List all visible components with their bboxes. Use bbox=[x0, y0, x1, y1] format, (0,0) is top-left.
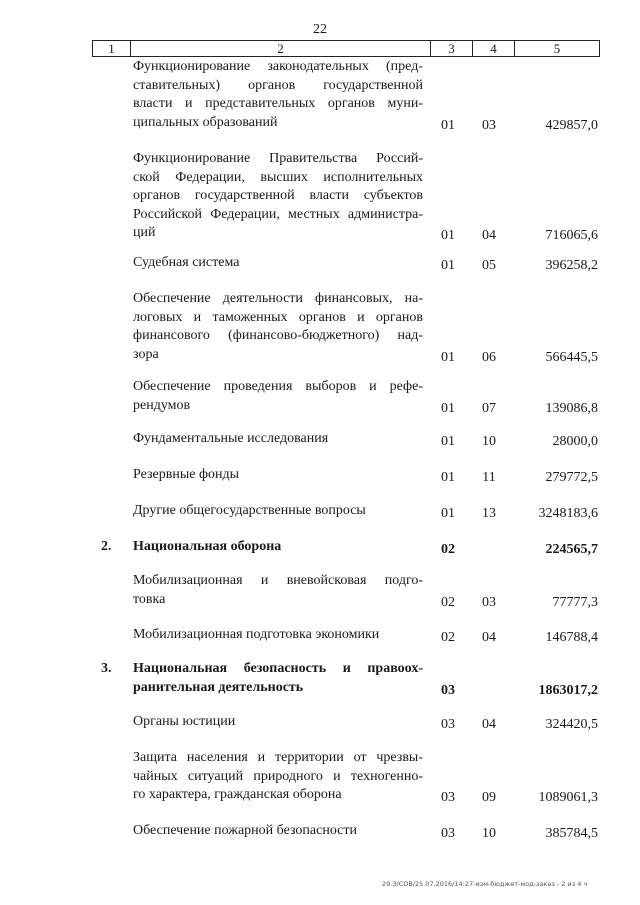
section-code: 03 bbox=[441, 717, 455, 732]
subsection-code: 13 bbox=[482, 506, 496, 521]
header-col-5: 5 bbox=[553, 41, 561, 56]
row-description bbox=[133, 749, 423, 805]
subsection-code: 10 bbox=[482, 434, 496, 449]
row-number: 2. bbox=[101, 539, 112, 554]
row-description bbox=[133, 150, 423, 243]
row-description bbox=[133, 572, 423, 609]
amount: 385784,5 bbox=[545, 826, 598, 841]
description-line: Органы юстиции bbox=[133, 714, 236, 729]
description-line: Защита населения и территории от чрезвы- bbox=[133, 750, 423, 765]
section-code: 02 bbox=[441, 630, 455, 645]
amount: 146788,4 bbox=[545, 630, 598, 645]
description-line: Мобилизационная подготовка экономики bbox=[133, 627, 380, 642]
amount: 3248183,6 bbox=[538, 506, 598, 521]
amount: 1863017,2 bbox=[538, 682, 598, 698]
description-line: товка bbox=[133, 591, 166, 607]
table-header bbox=[92, 40, 600, 57]
description-line: Российской Федерации, местных администра- bbox=[133, 206, 423, 222]
subsection-code: 04 bbox=[482, 717, 496, 732]
subsection-code: 03 bbox=[482, 117, 496, 133]
section-code: 01 bbox=[441, 434, 455, 449]
description-line: Обеспечение пожарной безопасности bbox=[133, 823, 358, 838]
row-description bbox=[133, 626, 423, 645]
section-code: 03 bbox=[441, 682, 455, 698]
amount: 716065,6 bbox=[545, 228, 598, 243]
description-line: рендумов bbox=[133, 397, 191, 413]
amount: 1089061,3 bbox=[538, 790, 598, 805]
description-line: ской Федерации, высших исполнительных bbox=[133, 169, 423, 185]
row-description bbox=[133, 466, 423, 485]
section-code: 02 bbox=[441, 594, 455, 610]
row-description bbox=[133, 538, 423, 557]
section-code: 01 bbox=[441, 470, 455, 485]
description-line: Обеспечение деятельности финансовых, на- bbox=[133, 291, 423, 306]
description-line: Национальная безопасность и правоох- bbox=[133, 661, 423, 676]
section-code: 01 bbox=[441, 349, 455, 365]
amount: 566445,5 bbox=[545, 349, 598, 365]
amount: 224565,7 bbox=[545, 542, 598, 557]
description-line: чайных ситуаций природного и техногенно- bbox=[133, 768, 423, 784]
description-line: Национальная оборона bbox=[133, 539, 282, 554]
subsection-code: 10 bbox=[482, 826, 496, 841]
row-description bbox=[133, 502, 423, 521]
page-number: 22 bbox=[313, 22, 327, 37]
row-description bbox=[133, 430, 423, 449]
amount: 28000,0 bbox=[552, 434, 598, 449]
section-code: 01 bbox=[441, 506, 455, 521]
row-description bbox=[133, 254, 423, 273]
description-line: Судебная система bbox=[133, 255, 240, 270]
amount: 77777,3 bbox=[552, 594, 598, 610]
description-line: го характера, гражданская оборона bbox=[133, 787, 342, 802]
row-description bbox=[133, 660, 423, 697]
section-code: 01 bbox=[441, 117, 455, 133]
header-col-3: 3 bbox=[431, 41, 473, 56]
row-number: 3. bbox=[101, 661, 112, 676]
description-line: ций bbox=[133, 225, 156, 240]
subsection-code: 11 bbox=[482, 470, 496, 485]
description-line: ставительных) органов государственной bbox=[133, 77, 423, 93]
row-description bbox=[133, 58, 423, 132]
description-line: ципальных образований bbox=[133, 114, 278, 130]
amount: 139086,8 bbox=[545, 400, 598, 416]
section-code: 03 bbox=[441, 826, 455, 841]
subsection-code: 05 bbox=[482, 258, 496, 273]
row-description bbox=[133, 290, 423, 364]
row-description bbox=[133, 713, 423, 732]
section-code: 02 bbox=[441, 542, 455, 557]
section-code: 01 bbox=[441, 400, 455, 416]
row-description bbox=[133, 378, 423, 415]
description-line: Другие общегосударственные вопросы bbox=[133, 503, 366, 518]
header-col-1: 1 bbox=[93, 41, 131, 56]
subsection-code: 06 bbox=[482, 349, 496, 365]
description-line: Мобилизационная и вневойсковая подго- bbox=[133, 573, 423, 588]
subsection-code: 04 bbox=[482, 228, 496, 243]
description-line: финансового (финансово-бюджетного) над- bbox=[133, 328, 423, 343]
description-line: власти и представительных органов муни- bbox=[133, 96, 423, 111]
section-code: 01 bbox=[441, 228, 455, 243]
row-description bbox=[133, 822, 423, 841]
description-line: Функционирование законодательных (пред- bbox=[133, 59, 423, 74]
description-line: органов государственной власти субъектов bbox=[133, 188, 423, 203]
description-line: Фундаментальные исследования bbox=[133, 431, 329, 446]
description-line: Обеспечение проведения выборов и рефе- bbox=[133, 379, 423, 394]
amount: 429857,0 bbox=[545, 117, 598, 133]
header-col-4: 4 bbox=[473, 41, 515, 56]
subsection-code: 09 bbox=[482, 790, 496, 805]
subsection-code: 07 bbox=[482, 400, 496, 416]
amount: 324420,5 bbox=[545, 717, 598, 732]
subsection-code: 03 bbox=[482, 594, 496, 610]
header-col-2: 2 bbox=[131, 41, 431, 56]
description-line: логовых и таможенных органов и органов bbox=[133, 309, 423, 325]
section-code: 03 bbox=[441, 790, 455, 805]
section-code: 01 bbox=[441, 258, 455, 273]
description-line: Функционирование Правительства Россий- bbox=[133, 151, 423, 166]
footer-note: 29.3/СОВ/25.07.2016/14:27-изм-бюджет-мод-заказ - 2 из 4 ч bbox=[382, 880, 588, 888]
description-line: зора bbox=[133, 346, 159, 362]
amount: 396258,2 bbox=[545, 258, 598, 273]
subsection-code: 04 bbox=[482, 630, 496, 645]
description-line: ранительная деятельность bbox=[133, 679, 304, 695]
description-line: Резервные фонды bbox=[133, 467, 240, 482]
amount: 279772,5 bbox=[545, 470, 598, 485]
